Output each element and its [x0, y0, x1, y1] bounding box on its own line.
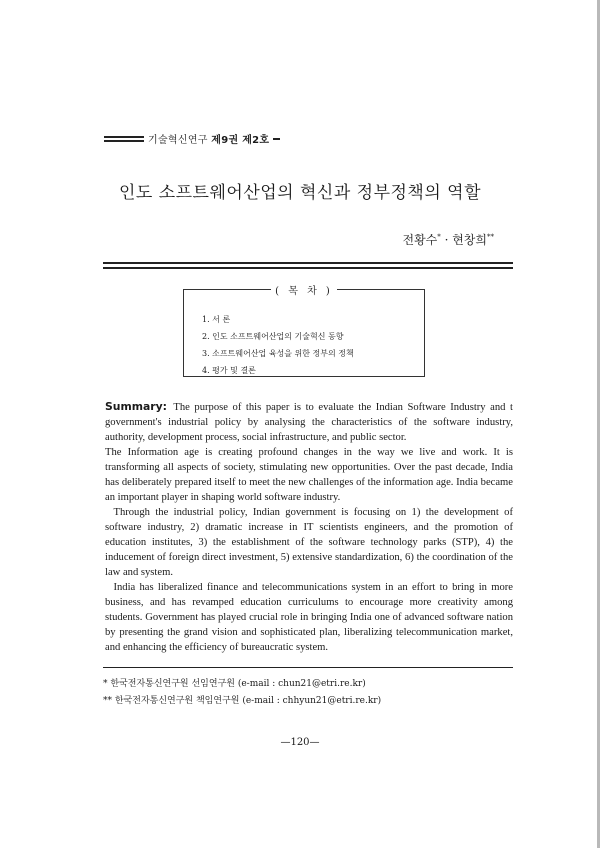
title-separator-rule: [103, 267, 513, 269]
footnote-mark: **: [103, 696, 112, 706]
journal-header: [104, 131, 280, 146]
footnote-separator-rule: [103, 667, 513, 668]
header-rule-short: [273, 138, 280, 140]
title-separator-rule: [103, 262, 513, 264]
footnote: [103, 676, 381, 693]
journal-issue: 제9권 제2호: [211, 135, 270, 146]
abstract-paragraph: Through the industrial policy, Indian government is focusing on 1) the development of software industry, 2) dramatic increase in IT scientists engineers, and the promotion of education institutes, 3) the establishment of the software technology parks (STP), 4) the inducement of foreign direct investment, 5) extensive standardization, 6) the coordination of the law and system.: [105, 507, 513, 578]
summary-label: Summary:: [105, 400, 167, 413]
abstract-paragraph: [105, 399, 513, 445]
footnotes: [103, 676, 381, 710]
abstract: [105, 399, 513, 655]
toc-item: 2. 인도 소프트웨어산업의 기술혁신 동향: [202, 332, 344, 341]
author-name: 현창희: [452, 233, 487, 247]
header-rule-lines: [104, 134, 144, 144]
author-name: 전황수: [402, 233, 438, 247]
toc-title: ( 목 차 ): [271, 286, 337, 297]
footnote: [103, 693, 381, 710]
abstract-paragraph: India has liberalized finance and telecommunications system in an effort to bring in more business, and has revamped education curriculums to encourage more creativity among students. Government has played crucial role in bringing India one of advanced software nation by presenting the grand vision and sophisticated plan, liberalizing telecommunication market, and enhancing the efficiency of bureaucratic system.: [105, 582, 513, 653]
footnote-text: 한국전자통신연구원 책임연구원 (e-mail : chhyun21@etri.re.kr): [114, 696, 382, 706]
author-mark: *: [437, 233, 441, 241]
abstract-paragraph: The Information age is creating profound changes in the way we live and work. It is transforming all aspects of society, stimulating new opportunities. Over the past decade, India has deliberately prepared itself to meet the new challenges of the information age. India became an important player in shaping world software industry.: [105, 447, 513, 503]
footnote-mark: *: [103, 679, 108, 689]
toc-item: 1. 서 론: [202, 315, 231, 324]
author-line: [402, 231, 494, 248]
journal-name: [148, 131, 269, 146]
abstract-text: The purpose of this paper is to evaluate the Indian Software Industry and t government's industrial policy by analysing the characteristics of the software industry, authority, development process, social infrastructure, and public sector.: [105, 402, 513, 443]
journal-prefix: 기술혁신연구: [148, 135, 208, 146]
paper-title: 인도 소프트웨어산업의 혁신과 정부정책의 역할: [118, 183, 482, 203]
table-of-contents: [183, 286, 425, 377]
toc-item: 4. 평가 및 결론: [202, 366, 256, 375]
page-number: —120—: [280, 737, 320, 748]
footnote-text: 한국전자통신연구원 선임연구원 (e-mail : chun21@etri.re.kr): [110, 679, 366, 689]
author-separator: ·: [440, 233, 453, 247]
toc-item: 3. 소프트웨어산업 육성을 위한 정부의 정책: [202, 349, 354, 358]
author-mark: **: [487, 233, 494, 241]
toc-list: [202, 311, 354, 379]
